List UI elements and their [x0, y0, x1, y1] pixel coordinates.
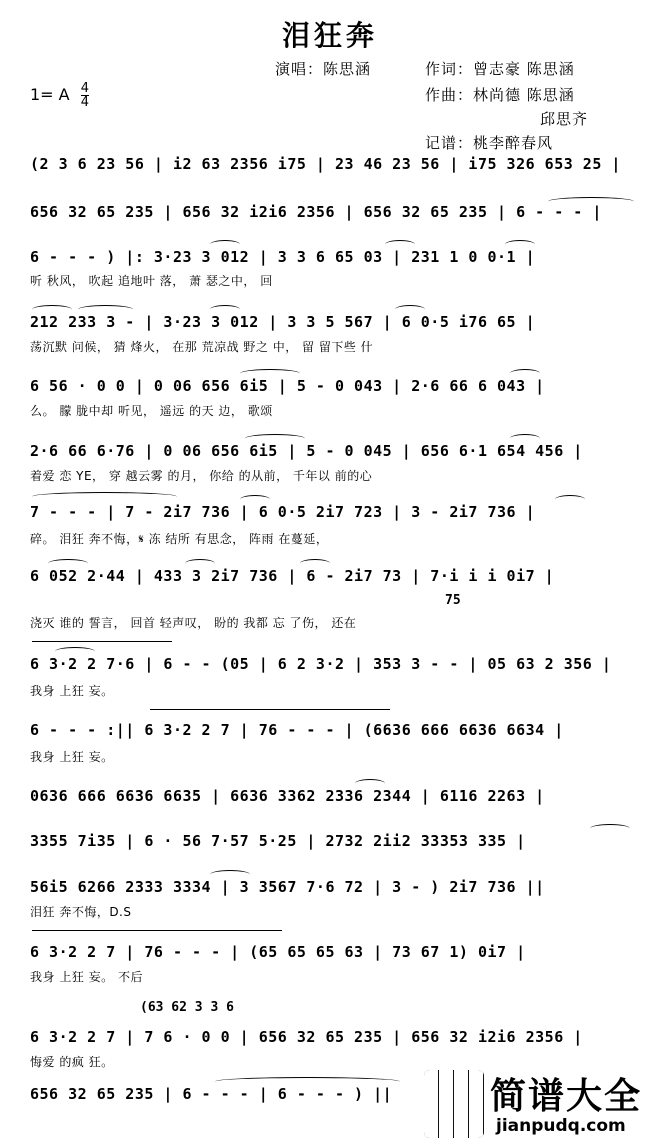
song-title: 泪狂奔 [281, 19, 378, 52]
slur-arc [505, 240, 535, 249]
score-row-3-lyrics: 听 秋风， 吹起 追地叶 落， 萧 瑟之中， 回 [30, 274, 273, 288]
score-row-8-lyrics: 浇灭 谁的 誓言， 回首 轻声叹， 盼的 我都 忘 了伤， 还在 [30, 616, 357, 630]
score-row-3-notes: 6 - - - ) |: 3·23 3 012 | 3 3 6 65 03 | 231 1 0 0·1 | [30, 248, 536, 266]
lyricist-credit: 作词：曾志豪 陈思涵 [425, 60, 575, 78]
key-label: 1= A [30, 85, 70, 104]
score-row-13-lyrics: 泪狂 奔不悔，D.S [30, 905, 132, 919]
score-row-14-lyrics: 我身 上狂 妄。 不后 [30, 970, 143, 984]
score-row-10-notes: 6 - - - :|| 6 3·2 2 7 | 76 - - - | (6636 666 6636 6634 | [30, 721, 564, 739]
score-row-5-notes: 6 56 · 0 0 | 0 06 656 6i5 | 5 - 0 043 | 2·6 66 6 043 | [30, 377, 545, 395]
slur-arc [240, 495, 270, 504]
slur-arc [245, 434, 305, 443]
score-row-6-notes: 2·6 66 6·76 | 0 06 656 6i5 | 5 - 0 045 | 656 6·1 654 456 | [30, 442, 583, 460]
volta-bracket-3 [32, 930, 282, 931]
score-row-10-lyrics: 我身 上狂 妄。 [30, 750, 114, 764]
score-row-11-notes: 0636 666 6636 6635 | 6636 3362 2336 2344 | 6116 2263 | [30, 787, 545, 805]
singer-credit: 演唱：陈思涵 [275, 60, 372, 78]
volta-bracket-1 [32, 641, 172, 642]
score-row-6-lyrics: 着爱 恋 YE， 穿 越云雾 的月， 你给 的从前， 千年以 前的心 [30, 469, 373, 483]
tie-arc [32, 492, 177, 501]
slur-arc [510, 434, 540, 443]
score-row-4-notes: 212 233 3 - | 3·23 3 012 | 3 3 5 567 | 6 0·5 i76 65 | [30, 313, 536, 331]
slur-arc [78, 305, 133, 314]
slur-arc [32, 305, 72, 314]
slur-arc [510, 369, 540, 378]
composer-credit-2: 邱思齐 [540, 110, 589, 128]
score-row-7-notes: 7 - - - | 7 - 2i7 736 | 6 0·5 2i7 723 | 3 - 2i7 736 | [30, 503, 536, 521]
score-row-1-notes: (2 3 6 23 56 | i2 63 2356 i75 | 23 46 23 56 | i75 326 653 25 | [30, 155, 621, 173]
slur-arc [240, 369, 300, 378]
slur-arc [48, 559, 88, 568]
slur-arc [55, 647, 95, 656]
logo-text: 简谱大全 [490, 1076, 643, 1117]
time-signature [81, 82, 89, 109]
slur-arc [555, 495, 585, 504]
score-row-12-notes: 3355 7i35 | 6 · 56 7·57 5·25 | 2732 2ii2 33353 335 | [30, 832, 526, 850]
tie-arc [215, 1077, 400, 1086]
slur-arc [210, 240, 240, 249]
alternate-notes: 75 [445, 593, 461, 608]
score-row-15-notes: 6 3·2 2 7 | 7 6 · 0 0 | 656 32 65 235 | 656 32 i2i6 2356 | [30, 1028, 583, 1046]
key-signature [30, 82, 89, 109]
score-row-4-lyrics: 荡沉默 问候， 猜 烽火， 在那 荒凉战 野之 中， 留 留下些 什 [30, 340, 374, 354]
slur-arc [395, 305, 425, 314]
score-row-5-lyrics: 么。 朦 胧中却 听见， 遥远 的天 边， 歌颂 [30, 404, 273, 418]
ossia-notes: (63 62 3 3 6 [140, 1000, 234, 1015]
score-row-16-notes: 656 32 65 235 | 6 - - - | 6 - - - ) || [30, 1085, 393, 1103]
time-signature-bottom: 4 [80, 95, 89, 110]
transcriber-credit: 记谱：桃李醉春风 [425, 134, 554, 152]
slur-arc [210, 305, 240, 314]
score-row-7-lyrics: 碎。 泪狂 奔不悔，𝄋 冻 结所 有思念， 阵雨 在蔓延， [30, 532, 329, 546]
score-row-13-notes: 56i5 6266 2333 3334 | 3 3567 7·6 72 | 3 - ) 2i7 736 || [30, 878, 545, 896]
volta-bracket-2 [150, 709, 390, 710]
slur-arc [590, 824, 630, 833]
composer-credit: 作曲：林尚德 陈思涵 [425, 86, 575, 104]
logo-url: jianpudq.com [496, 1116, 626, 1136]
score-row-9-lyrics: 我身 上狂 妄。 [30, 684, 114, 698]
site-logo [424, 1068, 654, 1142]
slur-arc [385, 240, 415, 249]
score-row-8-notes: 6 052 2·44 | 433 3 2i7 736 | 6 - 2i7 73 | 7·i i i 0i7 | [30, 567, 555, 585]
slur-arc [355, 779, 385, 788]
score-row-14-notes: 6 3·2 2 7 | 76 - - - | (65 65 65 63 | 73 67 1) 0i7 | [30, 943, 526, 961]
score-row-9-notes: 6 3·2 2 7·6 | 6 - - (05 | 6 2 3·2 | 353 3 - - | 05 63 2 356 | [30, 655, 612, 673]
piano-keys-icon [424, 1070, 484, 1138]
time-signature-top: 4 [80, 81, 89, 96]
slur-arc [210, 870, 250, 879]
score-row-2-notes: 656 32 65 235 | 656 32 i2i6 2356 | 656 32 65 235 | 6 - - - | [30, 203, 602, 221]
tie-arc [548, 197, 634, 206]
slur-arc [185, 559, 215, 568]
slur-arc [300, 559, 330, 568]
score-row-15-lyrics: 悔爱 的疯 狂。 [30, 1055, 114, 1069]
